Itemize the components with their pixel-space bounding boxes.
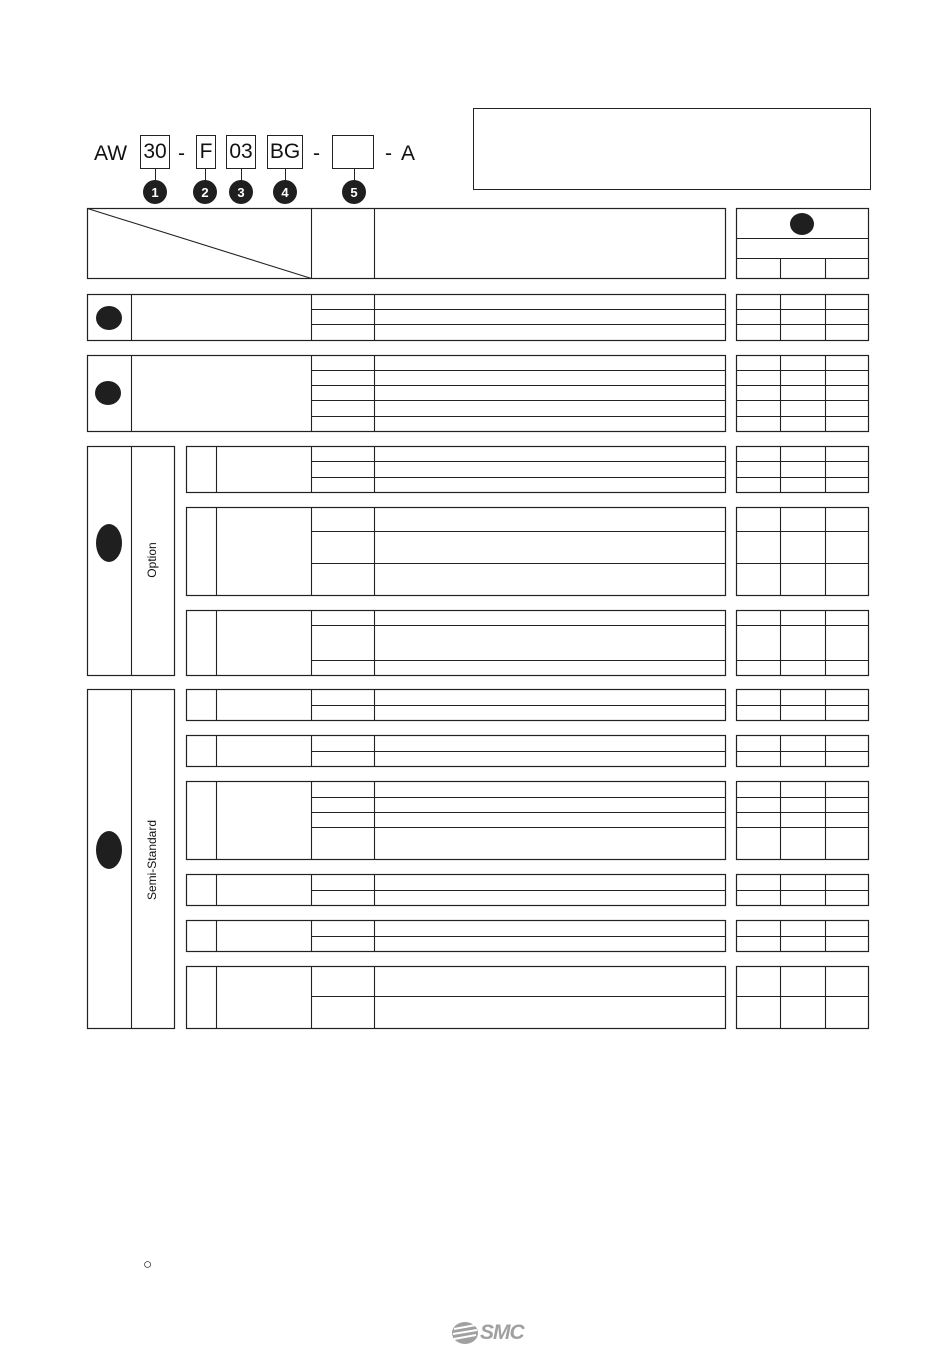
option-sub-2-right	[737, 508, 869, 596]
header-marker	[790, 213, 814, 235]
badge-1: 1	[143, 180, 167, 204]
option-sub-3-right	[737, 611, 869, 676]
block-port-cell	[88, 356, 726, 432]
semi-standard-side-label: Semi-Standard	[145, 819, 159, 901]
separator-3: -	[385, 142, 392, 165]
smc-logo-icon	[450, 1320, 480, 1346]
option-sub-1-cell	[187, 447, 726, 493]
badge-3: 3	[229, 180, 253, 204]
badge-4: 4	[273, 180, 297, 204]
option-group-marker	[96, 524, 122, 562]
semi-group-marker	[96, 831, 122, 869]
semi-sub-3-cell	[187, 782, 726, 860]
block-port-right	[737, 356, 869, 432]
model-suffix: A	[401, 142, 416, 165]
block-size-right	[737, 295, 869, 341]
size-box: 30	[140, 135, 170, 169]
smc-logo-text: SMC	[480, 1321, 524, 1344]
semi-sub-6-right	[737, 967, 869, 1029]
option-sub-1-right	[737, 447, 869, 493]
port-box: 03	[226, 135, 256, 169]
semi-sub-6-cell	[187, 967, 726, 1029]
footnote-symbol: ○	[143, 1256, 153, 1273]
badge-2: 2	[193, 180, 217, 204]
separator-1: -	[178, 142, 185, 165]
option-box: F	[196, 135, 216, 169]
header-diagonal	[88, 209, 312, 279]
model-prefix: AW	[94, 142, 128, 165]
block-port-marker	[95, 381, 121, 405]
block-size-cell	[88, 295, 726, 341]
gauge-box: BG	[267, 135, 303, 169]
option-sub-3-cell	[187, 611, 726, 676]
option-side-label: Option	[145, 542, 159, 578]
option-sub-2-cell	[187, 508, 726, 596]
separator-2: -	[313, 142, 320, 165]
semi-sub-3-right	[737, 782, 869, 860]
block-size-marker	[96, 306, 122, 330]
header-left-cell	[88, 209, 726, 279]
smc-logo	[450, 1320, 524, 1346]
badge-5: 5	[342, 180, 366, 204]
